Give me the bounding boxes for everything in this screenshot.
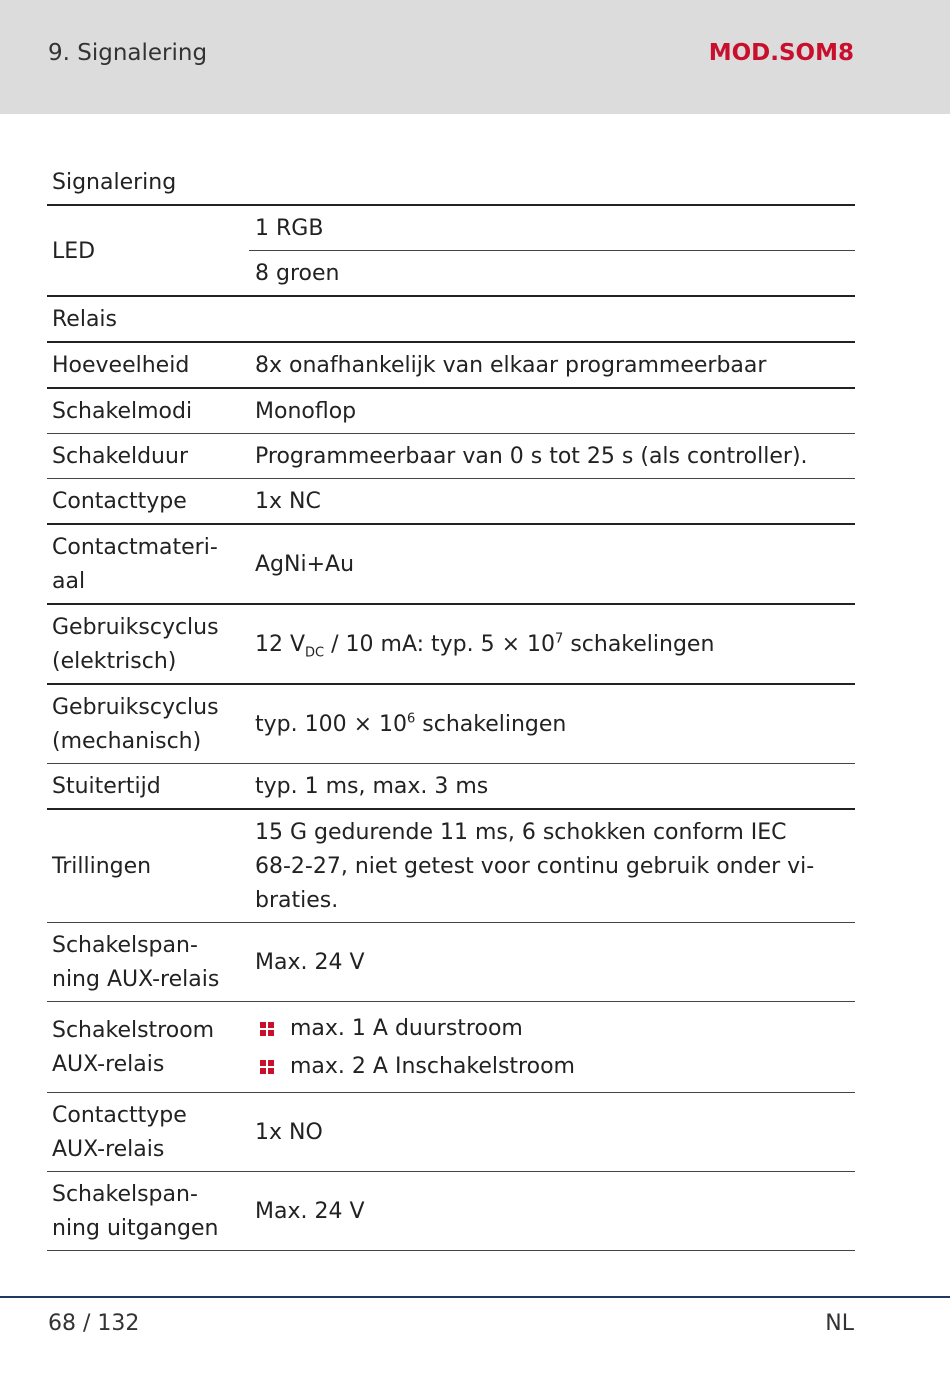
row-label: Trillingen (47, 809, 249, 923)
row-value: Max. 24 V (249, 1172, 855, 1251)
row-value (249, 1002, 855, 1093)
section-title: 9. Signalering (48, 40, 208, 66)
value-part: / 10 mA: typ. 5 × 10 (324, 632, 556, 657)
section-label: Signalering (47, 160, 855, 205)
row-label: Contactmateri- aal (47, 524, 249, 604)
table-row (47, 764, 855, 810)
row-value (249, 604, 855, 684)
table-row (47, 923, 855, 1002)
table-row (47, 342, 855, 388)
row-label: Contacttype (47, 479, 249, 525)
list-item (255, 1050, 850, 1084)
section-label: Relais (47, 296, 855, 342)
row-value: AgNi+Au (249, 524, 855, 604)
table-row (47, 684, 855, 764)
table-row (47, 1172, 855, 1251)
language-code: NL (825, 1311, 854, 1336)
row-value: 1 RGB (249, 205, 855, 251)
row-value: 8x onafhankelijk van elkaar programmeerbaar (249, 342, 855, 388)
page-header (0, 0, 950, 114)
row-value: 8 groen (249, 251, 855, 297)
row-label: Schakelspan- ning uitgangen (47, 1172, 249, 1251)
bullet-icon (260, 1022, 274, 1036)
row-value (249, 684, 855, 764)
row-label: Gebruikscyclus (mechanisch) (47, 684, 249, 764)
row-label: Schakelspan- ning AUX-relais (47, 923, 249, 1002)
bullet-text: max. 1 A duurstroom (290, 1016, 523, 1041)
row-value: typ. 1 ms, max. 3 ms (249, 764, 855, 810)
table-row (47, 809, 855, 923)
row-label: Contacttype AUX-relais (47, 1093, 249, 1172)
table-row (47, 388, 855, 434)
table-section-row (47, 160, 855, 205)
table-row (47, 205, 855, 251)
table-row (47, 1002, 855, 1093)
table-row (47, 524, 855, 604)
row-value: Monoflop (249, 388, 855, 434)
value-superscript: 7 (555, 631, 564, 647)
value-part: schakelingen (563, 632, 715, 657)
row-label: LED (47, 205, 249, 296)
row-label: Stuitertijd (47, 764, 249, 810)
row-label: Schakelduur (47, 434, 249, 479)
row-value: 1x NO (249, 1093, 855, 1172)
table-row (47, 1093, 855, 1172)
table-row (47, 434, 855, 479)
spec-table (47, 160, 855, 1251)
value-part: 12 V (255, 632, 306, 657)
value-superscript: 6 (407, 711, 416, 727)
row-label: Schakelstroom AUX-relais (47, 1002, 249, 1093)
row-label: Hoeveelheid (47, 342, 249, 388)
row-value: 1x NC (249, 479, 855, 525)
bullet-text: max. 2 A Inschakelstroom (290, 1054, 575, 1079)
product-name: MOD.SOM8 (708, 40, 854, 66)
row-value: Programmeerbaar van 0 s tot 25 s (als controller). (249, 434, 855, 479)
footer-divider (0, 1296, 950, 1298)
value-part: typ. 100 × 10 (255, 712, 408, 737)
list-item (255, 1012, 850, 1046)
value-part: schakelingen (415, 712, 567, 737)
row-label: Schakelmodi (47, 388, 249, 434)
page-number: 68 / 132 (48, 1311, 140, 1336)
row-value: Max. 24 V (249, 923, 855, 1002)
row-label: Gebruikscyclus (elektrisch) (47, 604, 249, 684)
table-row (47, 604, 855, 684)
value-subscript: DC (305, 645, 325, 661)
bullet-icon (260, 1060, 274, 1074)
row-value: 15 G gedurende 11 ms, 6 schokken conform IEC 68-2-27, niet getest voor continu gebruik onder vi- braties. (249, 809, 855, 923)
table-row (47, 479, 855, 525)
table-section-row (47, 296, 855, 342)
